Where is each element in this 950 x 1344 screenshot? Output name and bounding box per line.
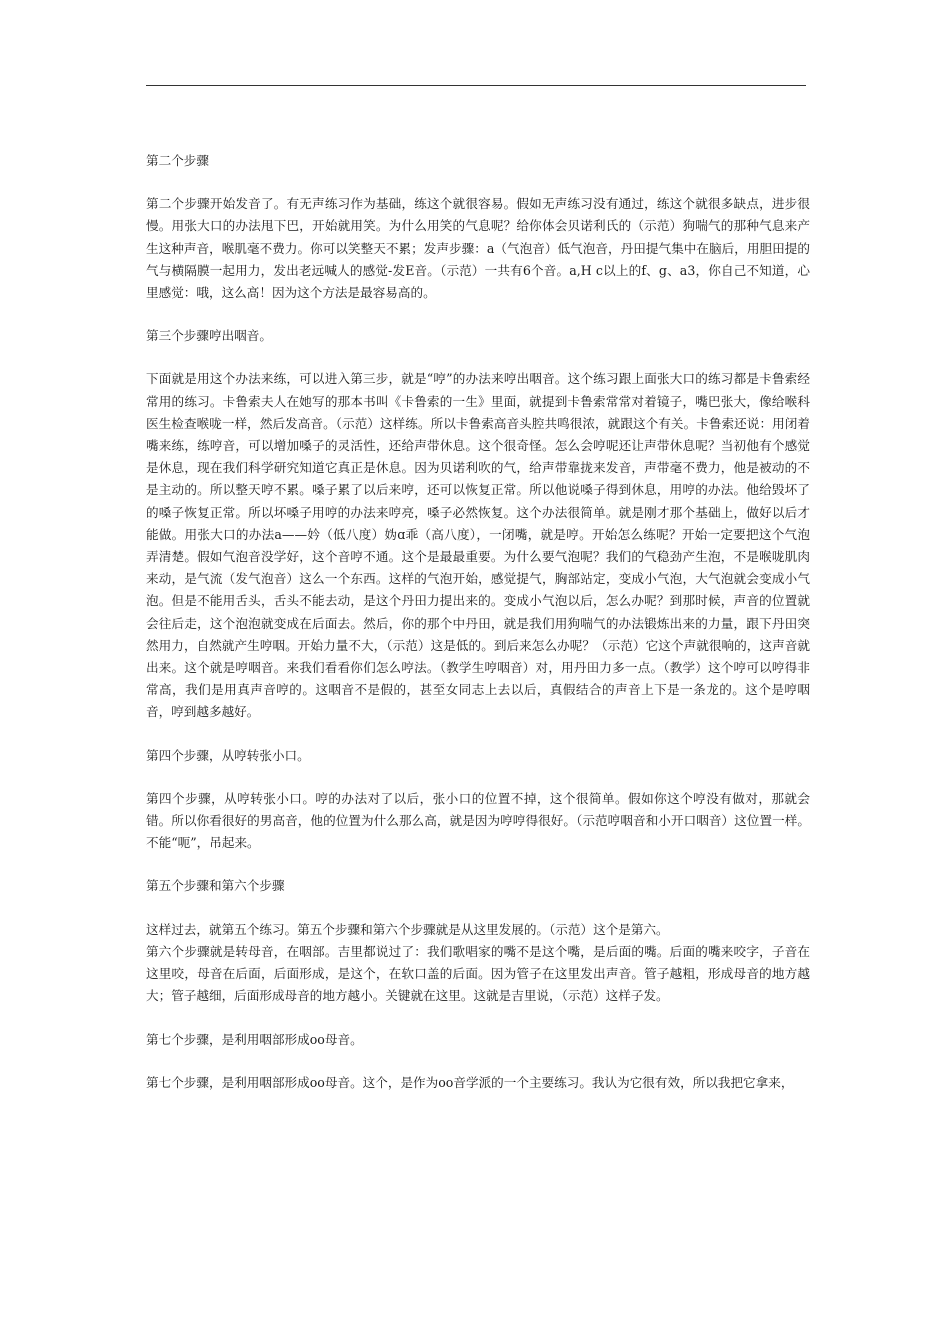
section-heading: 第五个步骤和第六个步骤 <box>146 878 285 894</box>
section-paragraph: 这样过去，就第五个练习。第五个步骤和第六个步骤就是从这里发展的。（示范）这个是第六。 <box>146 921 669 937</box>
section-step-2 <box>146 150 810 304</box>
section-paragraph: 第七个步骤，是利用咽部形成oo母音。这个，是作为oo音学派的一个主要练习。我认为它很有效，所以我把它拿来， <box>146 1074 794 1090</box>
section-step-7 <box>146 1029 810 1094</box>
section-heading: 第二个步骤 <box>146 153 209 168</box>
section-paragraph: 第六个步骤就是转母音，在咽部。吉里都说过了：我们歌唱家的嘴不是这个嘴，是后面的嘴。后面的嘴来咬字，子音在这里咬，母音在后面，后面形成，是这个，在软口盖的后面。因为管子在这里发出声音。管子越粗，形成母音的地方越大；管子越细，后面形成母音的地方越小。关键就在这里。这就是吉里说，（示范）这样子发。 <box>146 943 810 1004</box>
section-step-5-6 <box>146 875 810 1007</box>
section-heading: 第七个步骤，是利用咽部形成oo母音。 <box>146 1031 363 1047</box>
section-paragraph: 第二个步骤开始发音了。有无声练习作为基础，练这个就很容易。假如无声练习没有通过，练这个就很多缺点，进步很慢。用张大口的办法甩下巴，开始就用笑。为什么用笑的气息呢？给你体会贝诺利氏的（示范）狗喘气的那种气息来产生这种声音，喉肌毫不费力。你可以笑整天不累；发声步骤：a（气泡音）低气泡音，丹田提气集中在脑后，用胆田提的气与横隔膜一起用力，发出老远喊人的感觉-发E音。（示范）一共有6个音。a,H c以上的f、g、a3，你自己不知道，心里感觉：哦，这么高！因为这个方法是最容易高的。 <box>146 196 810 301</box>
section-paragraph: 下面就是用这个办法来练，可以进入第三步，就是“哼”的办法来哼出咽音。这个练习跟上面张大口的练习都是卡鲁索经常用的练习。卡鲁索夫人在她写的那本书叫《卡鲁索的一生》里面，就提到卡鲁索常常对着镜子，嘴巴张大，像给喉科医生检查喉咙一样，然后发高音。（示范）这样练。所以卡鲁索高音头腔共鸣很浓，就跟这个有关。卡鲁索还说：用闭着嘴来练，练哼音，可以增加嗓子的灵活性，还给声带休息。这个很奇怪。怎么会哼呢还让声带休息呢？当初他有个感觉是休息，现在我们科学研究知道它真正是休息。因为贝诺利吹的气，给声带靠拢来发音，声带毫不费力，他是被动的不是主动的。所以整天哼不累。嗓子累了以后来哼，还可以恢复正常。所以他说嗓子得到休息，用哼的办法。他给毁坏了的嗓子恢复正常。所以坏嗓子用哼的办法来哼亮，嗓子必然恢复。这个办法很简单。就是刚才那个基础上，做好以后才能做。用张大口的办法a——妗（低八度）妫ɑ乖（高八度），一闭嘴，就是哼。开始怎么练呢？开始一定要把这个气泡弄清楚。假如气泡音没学好，这个音哼不通。这个是最最重要。为什么要气泡呢？我们的气稳劲产生泡，不是喉咙肌肉来动，是气流（发气泡音）这么一个东西。这样的气泡开始，感觉提气，胸部站定，变成小气泡，大气泡就会变成小气泡。但是不能用舌头，舌头不能去动，是这个丹田力提出来的。变成小气泡以后，怎么办呢？到那时候，声音的位置就会往后走，这个泡泡就变成在后面去。然后，你的那个中丹田，就是我们用狗喘气的办法锻炼出来的力量，跟下丹田突然用力，自然就产生哼咽。开始力量不大，（示范）这是低的。到后来怎么办呢？（示范）它这个声就很响的，这声音就出来。这个就是哼咽音。来我们看看你们怎么哼法。（教学生哼咽音）对，用丹田力多一点。（教学）这个哼可以哼得非常高，我们是用真声音哼的。这咽音不是假的，甚至女同志上去以后，真假结合的声音上下是一条龙的。这个是哼咽音，哼到越多越好。 <box>146 371 810 720</box>
document-body <box>146 150 810 1115</box>
top-divider-line <box>146 85 806 86</box>
section-heading: 第四个步骤，从哼转张小口。 <box>146 747 310 763</box>
section-heading: 第三个步骤哼出咽音。 <box>146 328 272 344</box>
section-step-3 <box>146 325 810 723</box>
section-paragraph: 第四个步骤，从哼转张小口。哼的办法对了以后，张小口的位置不掉，这个很简单。假如你这个哼没有做对，那就会错。所以你看很好的男高音，他的位置为什么那么高，就是因为哼哼得很好。（示范哼咽音和小开口咽音）这位置一样。不能“呃”，吊起来。 <box>146 790 810 851</box>
section-step-4 <box>146 745 810 855</box>
